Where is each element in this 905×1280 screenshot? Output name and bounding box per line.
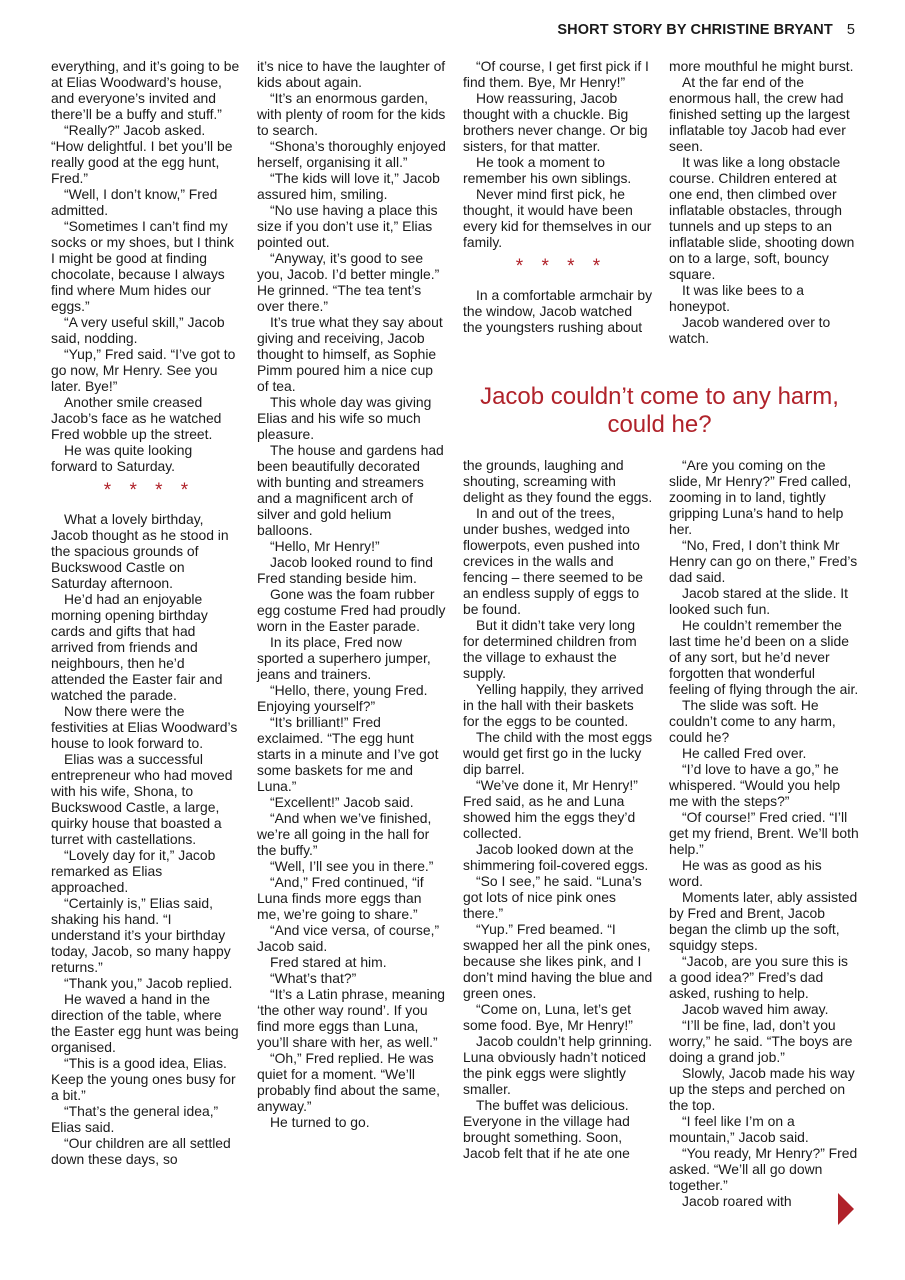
paragraph: “And vice versa, of course,” Jacob said. <box>257 922 440 954</box>
paragraph: In its place, Fred now sported a superhero jumper, jeans and trainers. <box>257 634 431 682</box>
paragraph: The house and gardens had been beautifully decorated with bunting and streamers and a magnificent arch of silver and gold helium balloons. <box>257 442 444 538</box>
paragraph: Jacob looked down at the shimmering foil-covered eggs. <box>463 841 649 873</box>
paragraph: “Of course!” Fred cried. “I’ll get my friend, Brent. We’ll both help.” <box>669 809 859 857</box>
section-break-stars: * * * * <box>103 480 189 501</box>
paragraph: “It’s brilliant!” Fred exclaimed. “The egg hunt starts in a minute and I’ve got some baskets for me and Luna.” <box>257 714 439 794</box>
paragraph: Jacob wandered over to watch. <box>669 314 831 346</box>
paragraph: How reassuring, Jacob thought with a chuckle. Big brothers never change. Or big sisters, for that matter. <box>463 90 648 154</box>
paragraph: He turned to go. <box>270 1114 370 1130</box>
paragraph: “No, Fred, I don’t think Mr Henry can go on there,” Fred’s dad said. <box>669 537 858 585</box>
paragraph: But it didn’t take very long for determined children from the village to exhaust the supply. <box>463 617 637 681</box>
paragraph: He was quite looking forward to Saturday. <box>51 442 193 474</box>
paragraph: “Sometimes I can’t find my socks or my shoes, but I think I might be good at finding chocolate, because I always find where Mum hides our eggs.” <box>51 218 234 314</box>
page-number: 5 <box>846 22 855 38</box>
paragraph: “That’s the general idea,” Elias said. <box>51 1103 219 1135</box>
paragraph: “Lovely day for it,” Jacob remarked as Elias approached. <box>51 847 216 895</box>
paragraph: At the far end of the enormous hall, the crew had finished setting up the largest inflatable toy Jacob had ever seen. <box>669 74 850 154</box>
paragraph: Slowly, Jacob made his way up the steps and perched on the top. <box>669 1065 855 1113</box>
paragraph: “Of course, I get first pick if I find them. Bye, Mr Henry!” <box>463 58 649 90</box>
paragraph: “Well, I don’t know,” Fred admitted. <box>51 186 218 218</box>
paragraph: It was like bees to a honeypot. <box>669 282 804 314</box>
paragraph: It’s true what they say about giving and receiving, Jacob thought to himself, as Sophie Pimm poured him a nice cup of tea. <box>257 314 443 394</box>
paragraph: “What’s that?” <box>270 970 357 986</box>
column-1 <box>51 58 241 1167</box>
paragraph: “Certainly is,” Elias said, shaking his hand. “I understand it’s your birthday today, Jacob, so many happy returns.” <box>51 895 231 975</box>
paragraph: “Thank you,” Jacob replied. <box>64 975 233 991</box>
paragraph: “I feel like I’m on a mountain,” Jacob said. <box>669 1113 809 1145</box>
paragraph: “Are you coming on the slide, Mr Henry?” Fred called, zooming in to land, tightly gripping Luna’s hand to help her. <box>669 457 852 537</box>
paragraph: “I’ll be fine, lad, don’t you worry,” he said. “The boys are doing a grand job.” <box>669 1017 853 1065</box>
column-1-part-a <box>51 58 241 474</box>
paragraph: “So I see,” he said. “Luna’s got lots of nice pink ones there.” <box>463 873 642 921</box>
paragraph: Another smile creased Jacob’s face as he watched Fred wobble up the street. <box>51 394 222 442</box>
paragraph: It was like a long obstacle course. Children entered at one end, then climbed over inflatable obstacles, through tunnels and up steps to an inflatable slide, shooting down on to a large, soft, bouncy square. <box>669 154 855 282</box>
paragraph: Elias was a successful entrepreneur who had moved with his wife, Shona, to Buckswood Castle, a large, quirky house that boasted a turret with castellations. <box>51 751 233 847</box>
section-break-stars: * * * * <box>515 256 601 277</box>
paragraph: “Jacob, are you sure this is a good idea?” Fred’s dad asked, rushing to help. <box>669 953 848 1001</box>
paragraph: He’d had an enjoyable morning opening birthday cards and gifts that had arrived from friends and neighbours, then he’d attended the Easter fair and watched the parade. <box>51 591 223 703</box>
paragraph: The child with the most eggs would get first go in the lucky dip barrel. <box>463 729 653 777</box>
continue-arrow-icon <box>838 1193 854 1225</box>
paragraph: “We’ve done it, Mr Henry!” Fred said, as he and Luna showed him the eggs they’d collected. <box>463 777 638 841</box>
paragraph: “Shona’s thoroughly enjoyed herself, organising it all.” <box>257 138 446 170</box>
column-1-part-b <box>51 511 241 1167</box>
paragraph: He waved a hand in the direction of the table, where the Easter egg hunt was being organised. <box>51 991 239 1055</box>
column-4-part-a <box>669 58 859 346</box>
paragraph: “Come on, Luna, let’s get some food. Bye, Mr Henry!” <box>463 1001 633 1033</box>
paragraph: Jacob couldn’t help grinning. Luna obviously hadn’t noticed the pink eggs were slightly smaller. <box>463 1033 653 1097</box>
paragraph: “I’d love to have a go,” he whispered. “Would you help me with the steps?” <box>669 761 841 809</box>
paragraph: “It’s an enormous garden, with plenty of room for the kids to search. <box>257 90 446 138</box>
column-4-part-b <box>669 457 859 1209</box>
paragraph: Jacob waved him away. <box>682 1001 829 1017</box>
paragraph: “This is a good idea, Elias. Keep the young ones busy for a bit.” <box>51 1055 236 1103</box>
paragraph: “You ready, Mr Henry?” Fred asked. “We’ll all go down together.” <box>669 1145 858 1193</box>
paragraph: “Yup,” Fred said. “I’ve got to go now, Mr Henry. See you later. Bye!” <box>51 346 236 394</box>
column-3-part-b <box>463 287 653 335</box>
column-3-part-c <box>463 457 653 1161</box>
paragraph: “No use having a place this size if you don’t use it,” Elias pointed out. <box>257 202 438 250</box>
paragraph: “The kids will love it,” Jacob assured him, smiling. <box>257 170 440 202</box>
paragraph: He was as good as his word. <box>669 857 822 889</box>
paragraph: “Well, I’ll see you in there.” <box>270 858 434 874</box>
paragraph: “A very useful skill,” Jacob said, nodding. <box>51 314 225 346</box>
paragraph: In and out of the trees, under bushes, wedged into flowerpots, even pushed into crevices in the walls and fencing – there seemed to be an endless supply of eggs to be found. <box>463 505 643 617</box>
paragraph: He took a moment to remember his own siblings. <box>463 154 632 186</box>
paragraph: “Yup.” Fred beamed. “I swapped her all the pink ones, because she likes pink, and I don’t mind having the blue and green ones. <box>463 921 653 1001</box>
column-4-bottom <box>669 457 859 1209</box>
paragraph: Never mind first pick, he thought, it would have been every kid for themselves in our family. <box>463 186 652 250</box>
paragraph: He couldn’t remember the last time he’d been on a slide of any sort, but he’d never forgotten that wonderful feeling of flying through the air. <box>669 617 859 697</box>
paragraph: Jacob stared at the slide. It looked such fun. <box>669 585 849 617</box>
paragraph: Jacob looked round to find Fred standing beside him. <box>257 554 433 586</box>
paragraph: everything, and it’s going to be at Elias Woodward’s house, and everyone’s invited and there’ll be a buffy and stuff.” <box>51 58 240 122</box>
paragraph: “Hello, Mr Henry!” <box>270 538 380 554</box>
paragraph: “Anyway, it’s good to see you, Jacob. I’d better mingle.” He grinned. “The tea tent’s over there.” <box>257 250 440 314</box>
running-header <box>557 22 855 38</box>
paragraph: more mouthful he might burst. <box>669 58 854 74</box>
column-3-top <box>463 58 653 335</box>
paragraph: it’s nice to have the laughter of kids about again. <box>257 58 446 90</box>
paragraph: the grounds, laughing and shouting, screaming with delight as they found the eggs. <box>463 457 653 505</box>
paragraph: Moments later, ably assisted by Fred and Brent, Jacob began the climb up the soft, squidgy steps. <box>669 889 858 953</box>
paragraph: “Our children are all settled down these days, so <box>51 1135 231 1167</box>
header-title: SHORT STORY BY CHRISTINE BRYANT <box>557 22 833 38</box>
column-3-bottom <box>463 457 653 1161</box>
paragraph: Jacob roared with <box>682 1193 792 1209</box>
paragraph: This whole day was giving Elias and his wife so much pleasure. <box>257 394 432 442</box>
paragraph: “And when we’ve finished, we’re all going in the hall for the buffy.” <box>257 810 432 858</box>
paragraph: Now there were the festivities at Elias Woodward’s house to look forward to. <box>51 703 238 751</box>
paragraph: He called Fred over. <box>682 745 807 761</box>
paragraph: “It’s a Latin phrase, meaning ‘the other way round’. If you find more eggs than Luna, you’ll share with her, as well.” <box>257 986 446 1050</box>
paragraph: In a comfortable armchair by the window, Jacob watched the youngsters rushing about <box>463 287 653 335</box>
paragraph: Yelling happily, they arrived in the hall with their baskets for the eggs to be counted. <box>463 681 644 729</box>
paragraph: “And,” Fred continued, “if Luna finds more eggs than me, we’re going to share.” <box>257 874 424 922</box>
paragraph: What a lovely birthday, Jacob thought as he stood in the spacious grounds of Buckswood Castle on Saturday afternoon. <box>51 511 229 591</box>
pull-quote: Jacob couldn’t come to any harm, could he? <box>480 383 839 438</box>
paragraph: Fred stared at him. <box>270 954 387 970</box>
column-2-text <box>257 58 447 1130</box>
paragraph: Gone was the foam rubber egg costume Fred had proudly worn in the Easter parade. <box>257 586 446 634</box>
column-3-part-a <box>463 58 653 250</box>
paragraph: “Really?” Jacob asked. “How delightful. I bet you’ll be really good at the egg hunt, Fred.” <box>51 122 233 186</box>
paragraph: “Hello, there, young Fred. Enjoying yourself?” <box>257 682 428 714</box>
column-2 <box>257 58 447 1130</box>
column-4-top <box>669 58 859 346</box>
paragraph: “Oh,” Fred replied. He was quiet for a moment. “We’ll probably find about the same, anyway.” <box>257 1050 441 1114</box>
paragraph: “Excellent!” Jacob said. <box>270 794 414 810</box>
paragraph: The buffet was delicious. Everyone in the village had brought something. Soon, Jacob felt that if he ate one <box>463 1097 630 1161</box>
paragraph: The slide was soft. He couldn’t come to any harm, could he? <box>669 697 836 745</box>
